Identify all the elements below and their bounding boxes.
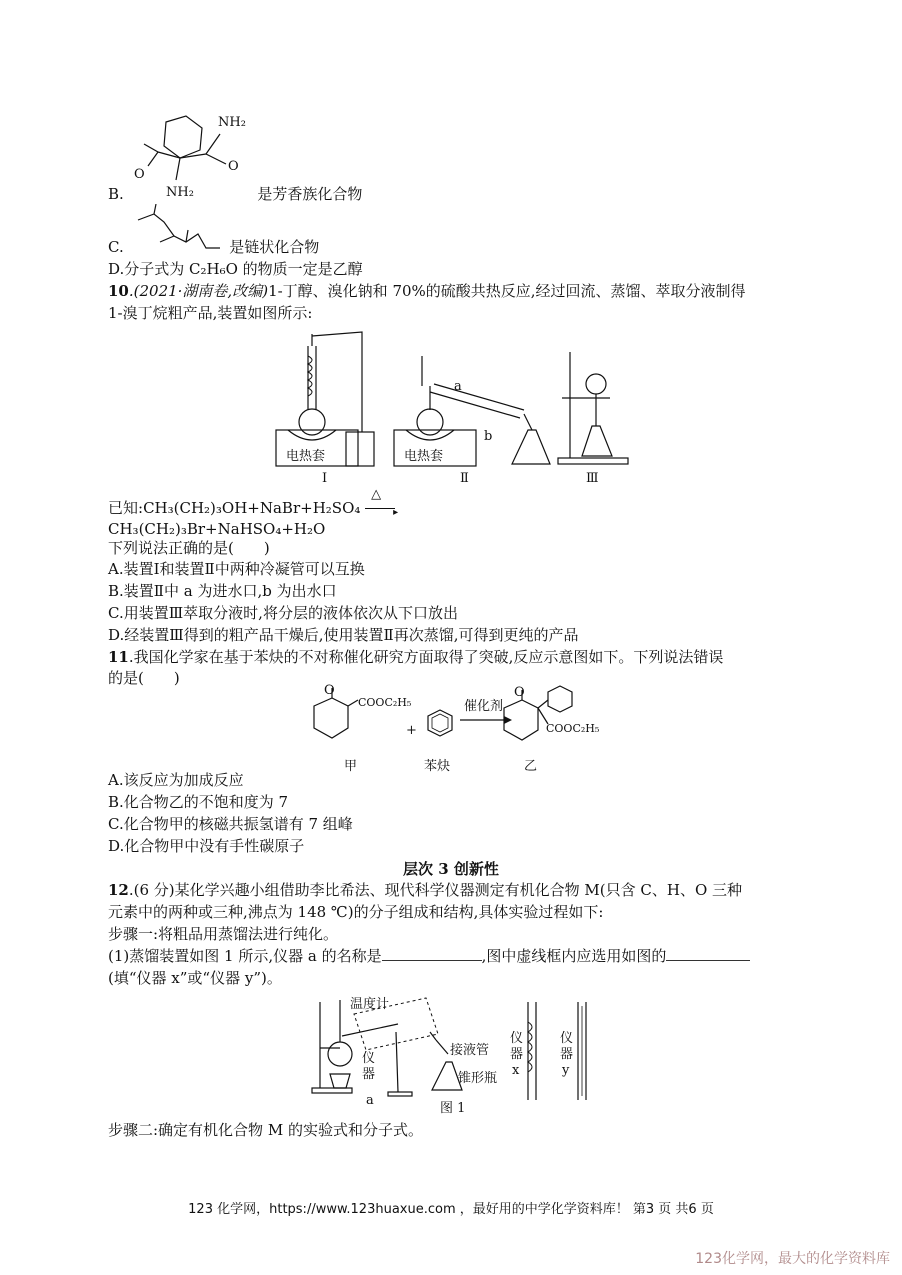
- q12-line1-text: .(6 分)某化学兴趣小组借助李比希法、现代科学仪器测定有机化合物 M(只含 C、H、O 三种: [128, 881, 743, 899]
- q9-option-c: [108, 237, 319, 257]
- q11-jia-label: 甲: [344, 759, 358, 774]
- q12-y-char2: 器: [560, 1047, 574, 1062]
- q10-stem-line2: 1-溴丁烷粗产品,装置如图所示:: [108, 304, 313, 322]
- q10-eq-right: CH₃(CH₂)₃Br+NaHSO₄+H₂O: [108, 520, 326, 538]
- q10-stem-line1: [108, 281, 746, 301]
- q12-x-char2: 器: [510, 1047, 524, 1062]
- q12-step1: 步骤一:将粗品用蒸馏法进行纯化。: [108, 925, 339, 943]
- q12-flask-label: 锥形瓶: [458, 1071, 498, 1086]
- q12-q1-c: (填“仪器 x”或“仪器 y”)。: [108, 969, 282, 987]
- q12-q1-a: (1)蒸馏装置如图 1 所示,仪器 a 的名称是: [108, 947, 382, 965]
- q9-option-b: [108, 184, 362, 204]
- q12-answer-blank-1[interactable]: [382, 946, 482, 961]
- q10-option-d: D.经装置Ⅲ得到的粗产品干燥后,使用装置Ⅱ再次蒸馏,可得到更纯的产品: [108, 626, 579, 644]
- q9-b-o-left: O: [134, 167, 145, 182]
- q9-option-d: D.分子式为 C₂H₆O 的物质一定是乙醇: [108, 260, 363, 278]
- q10-option-a: A.装置Ⅰ和装置Ⅱ中两种冷凝管可以互换: [108, 560, 365, 578]
- q10-apparatus-figure: [270, 326, 640, 486]
- q10-label-b: b: [484, 429, 493, 444]
- q12-line1: [108, 880, 742, 900]
- q10-stem1: 1-丁醇、溴化钠和 70%的硫酸共热反应,经过回流、蒸馏、萃取分液制得: [268, 282, 746, 300]
- q12-figure-1: [306, 992, 606, 1120]
- q12-y-label: y: [562, 1063, 570, 1078]
- q11-catalyst: 催化剂: [464, 699, 504, 714]
- page-footer: 123 化学网，https://www.123huaxue.com ，最好用的中学化学资料库！ 第3 页 共6 页: [188, 1202, 714, 1217]
- q9-b-text: 是芳香族化合物: [257, 185, 363, 203]
- q11-jia-ester: COOC₂H₅: [358, 696, 412, 709]
- q10-known-line: 已知:CH₃(CH₂)₃OH+NaBr+H₂SO₄ △ ▸: [108, 487, 399, 518]
- q9-b-nh2-top: NH₂: [218, 115, 246, 130]
- q11-yi-ester: COOC₂H₅: [546, 722, 600, 735]
- q12-line2: 元素中的两种或三种,沸点为 148 ℃)的分子组成和结构,具体实验过程如下:: [108, 903, 604, 921]
- section-title: 层次 3 创新性: [403, 860, 499, 878]
- q11-benzyne-label: 苯炔: [424, 759, 451, 774]
- q9-b-nh2-bottom: NH₂: [166, 185, 194, 200]
- q12-instrument-char1: 仪: [362, 1051, 376, 1066]
- q12-thermometer-label: 温度计: [350, 997, 390, 1012]
- q9-c-prefix: C.: [108, 238, 124, 256]
- q10-label-III: Ⅲ: [586, 471, 599, 486]
- q11-stem-line2: 的是( ): [108, 669, 180, 687]
- q12-x-char1: 仪: [510, 1031, 524, 1046]
- q11-jia-o: O: [324, 684, 335, 698]
- q9-c-text: 是链状化合物: [229, 238, 320, 256]
- q11-option-b: B.化合物乙的不饱和度为 7: [108, 793, 289, 811]
- q12-q1-line: [108, 946, 750, 966]
- q10-known-prefix: 已知:: [108, 499, 144, 517]
- q10-number: 10: [108, 282, 129, 300]
- q12-q1-b: ,图中虚线框内应选用如图的: [481, 947, 667, 965]
- q12-fig-caption: 图 1: [440, 1101, 466, 1116]
- q10-eq-condition: △: [371, 487, 382, 502]
- q11-stem-line1: [108, 647, 723, 667]
- q12-x-label: x: [512, 1063, 520, 1078]
- q11-yi-label: 乙: [524, 759, 538, 774]
- q9-b-o-right: O: [228, 159, 239, 174]
- watermark: 123化学网，最大的化学资料库: [695, 1251, 890, 1267]
- q10-option-b: B.装置Ⅱ中 a 为进水口,b 为出水口: [108, 582, 337, 600]
- q12-y-char1: 仪: [560, 1031, 574, 1046]
- q11-number: 11: [108, 648, 129, 666]
- q12-answer-blank-2[interactable]: [666, 946, 750, 961]
- q11-reaction-figure: [300, 684, 610, 774]
- q11-option-a: A.该反应为加成反应: [108, 771, 244, 789]
- q11-yi-o: O: [514, 685, 525, 700]
- q10-source: .(2021·湖南卷,改编): [128, 282, 269, 300]
- q11-option-c: C.化合物甲的核磁共振氢谱有 7 组峰: [108, 815, 353, 833]
- q12-adapter-label: 接液管: [450, 1043, 490, 1058]
- q10-prompt: 下列说法正确的是( ): [108, 539, 270, 557]
- q10-label-II: Ⅱ: [460, 471, 469, 486]
- q10-heater1-label: 电热套: [286, 449, 326, 464]
- q11-option-d: D.化合物甲中没有手性碳原子: [108, 837, 305, 855]
- q12-label-a: a: [366, 1093, 374, 1108]
- q12-instrument-char2: 器: [362, 1067, 376, 1082]
- q10-label-I: Ⅰ: [322, 471, 328, 486]
- q11-stem1: .我国化学家在基于苯炔的不对称催化研究方面取得了突破,反应示意图如下。下列说法错误: [128, 648, 724, 666]
- q12-number: 12: [108, 881, 129, 899]
- q10-option-c: C.用装置Ⅲ萃取分液时,将分层的液体依次从下口放出: [108, 604, 458, 622]
- q10-label-a: a: [454, 379, 462, 394]
- q11-plus: +: [406, 723, 417, 738]
- q10-heater2-label: 电热套: [404, 449, 444, 464]
- q9-b-prefix: B.: [108, 185, 124, 203]
- q10-eq-left: CH₃(CH₂)₃OH+NaBr+H₂SO₄: [143, 499, 361, 517]
- q12-step2: 步骤二:确定有机化合物 M 的实验式和分子式。: [108, 1121, 423, 1139]
